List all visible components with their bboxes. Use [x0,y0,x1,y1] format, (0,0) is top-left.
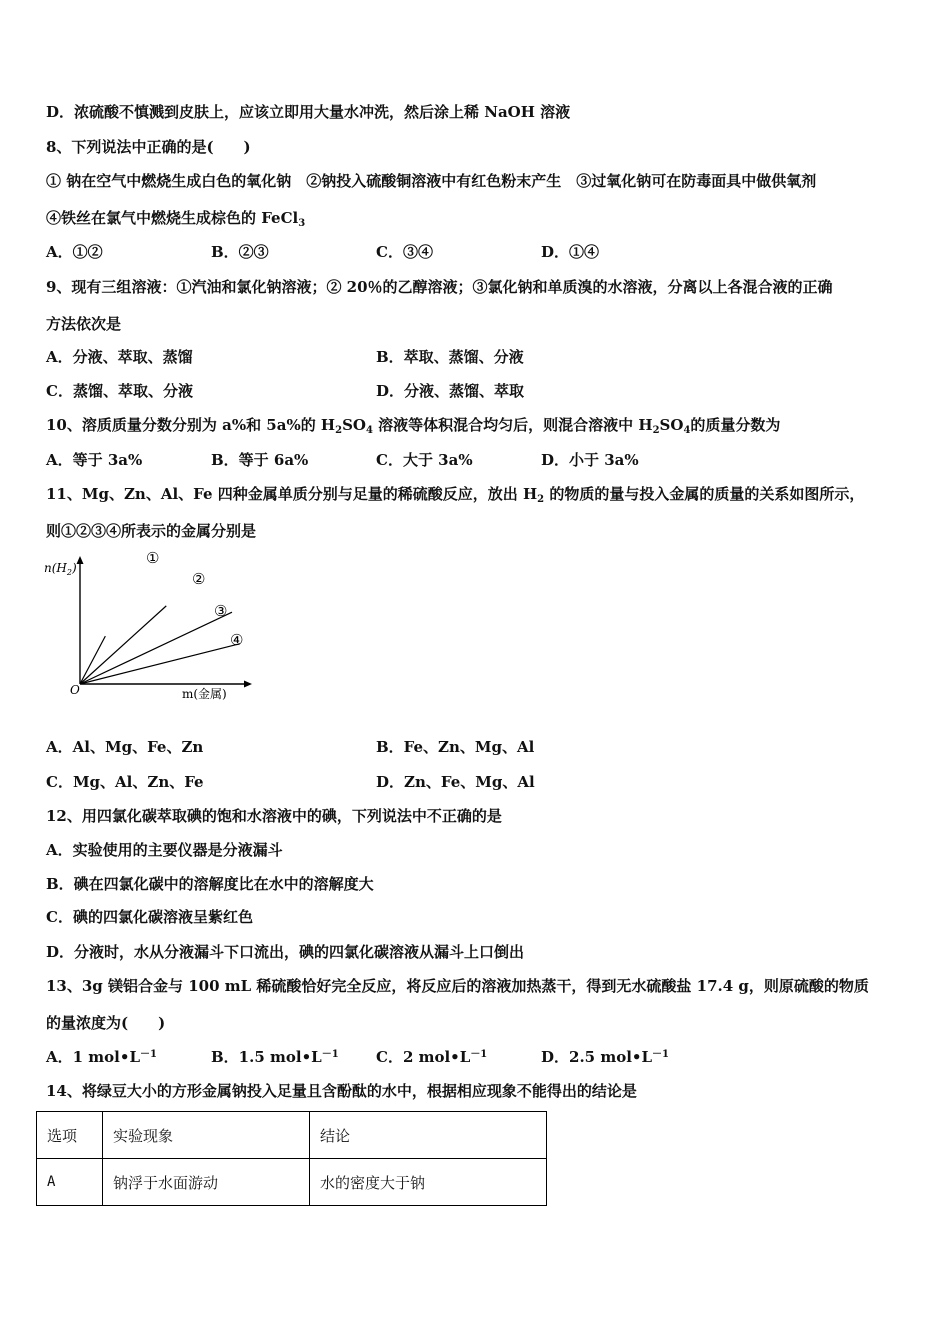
q9-option-a: A．分液、萃取、蒸馏 [46,348,193,366]
series-label-2: ② [192,570,206,588]
table-header-row [37,1112,547,1159]
table-cell: A [37,1159,103,1206]
q10-sub-4b: 4 [683,425,691,436]
series-line-2 [80,606,166,684]
x-axis-arrow [244,681,252,688]
q11-stem-1-sub: 2 [537,494,545,505]
table-cell: 水的密度大于钠 [310,1159,547,1206]
q8-statement-1: ① 钠在空气中燃烧生成白色的氧化钠 ②钠投入硫酸铜溶液中有红色粉末产生 ③过氧化钠可在防毒面具中做供氧剂 [46,172,817,190]
q9-option-d: D．分液、蒸馏、萃取 [376,382,525,400]
series-label-1: ① [146,549,160,567]
q8-statement-2-text: ④铁丝在氯气中燃烧生成棕色的 FeCl [46,209,299,227]
q11-stem-1b: 的物质的量与投入金属的质量的关系如图所示， [544,485,865,503]
q12-option-a: A．实验使用的主要仪器是分液漏斗 [46,841,283,859]
origin-label: O [70,683,80,697]
q8-option-c: C．③④ [376,243,433,261]
q9-option-b: B．萃取、蒸馏、分液 [376,348,524,366]
q10-sub-2a: 2 [335,425,343,436]
q11-option-c: C．Mg、Al、Zn、Fe [46,773,204,791]
q11-stem-1 [46,484,864,504]
q13-option-b [211,1047,339,1067]
q10-stem [46,415,780,435]
q10-stem-b: SO [342,416,366,434]
q13-option-b-text: B．1.5 mol•L [211,1048,322,1066]
q10-stem-e: 的质量分数为 [690,416,781,434]
q9-option-c: C．蒸馏、萃取、分液 [46,382,193,400]
table-header-cell: 结论 [310,1112,547,1159]
q13-option-c [376,1047,487,1067]
q13-option-d [541,1047,669,1067]
q8-option-a: A．①② [46,243,103,261]
y-axis-label: $n(H_2)$ [44,561,77,577]
q10-sub-4a: 4 [365,425,373,436]
q13-stem-2: 的量浓度为( ) [46,1014,166,1032]
q12-stem: 12、用四氯化碳萃取碘的饱和水溶液中的碘，下列说法中不正确的是 [46,807,502,825]
table-cell: 钠浮于水面游动 [103,1159,310,1206]
q8-option-b: B．②③ [211,243,269,261]
q11-option-d: D．Zn、Fe、Mg、Al [376,773,535,791]
q13-option-a-text: A．1 mol•L [46,1048,141,1066]
q11-stem-2: 则①②③④所表示的金属分别是 [46,522,257,540]
series-label-3: ③ [214,602,228,620]
q10-sub-2b: 2 [652,425,660,436]
series-label-4: ④ [230,631,244,649]
q12-option-c: C．碘的四氯化碳溶液呈紫红色 [46,908,253,926]
q8-statement-2-sub: 3 [298,218,306,229]
q13-option-d-sup: －1 [652,1049,670,1060]
q13-option-c-sup: －1 [470,1049,488,1060]
q10-option-a: A．等于 3a% [46,451,143,469]
table-header-cell: 实验现象 [103,1112,310,1159]
q11-option-b: B．Fe、Zn、Mg、Al [376,738,535,756]
series-line-1 [80,636,105,684]
q13-option-b-sup: －1 [321,1049,339,1060]
q7-option-d: D．浓硫酸不慎溅到皮肤上，应该立即用大量水冲洗，然后涂上稀 NaOH 溶液 [46,103,571,121]
q14-stem: 14、将绿豆大小的方形金属钠投入足量且含酚酞的水中，根据相应现象不能得出的结论是 [46,1082,637,1100]
q11-chart [40,548,260,708]
q8-stem [46,137,251,157]
q13-stem-1: 13、3g 镁铝合金与 100 mL 稀硫酸恰好完全反应，将反应后的溶液加热蒸干，得到无水硫酸盐 17.4 g，则原硫酸的物质 [46,977,869,995]
series-line-3 [80,612,232,684]
q13-option-a-sup: －1 [140,1049,157,1060]
q12-option-d: D．分液时，水从分液漏斗下口流出，碘的四氯化碳溶液从漏斗上口倒出 [46,943,525,961]
q12-option-b: B．碘在四氯化碳中的溶解度比在水中的溶解度大 [46,875,374,893]
q11-option-a: A．Al、Mg、Fe、Zn [46,738,204,756]
q9-stem-1: 9、现有三组溶液：①汽油和氯化钠溶液；② 20％的乙醇溶液；③氯化钠和单质溴的水溶液，分离以上各混合液的正确 [46,278,833,296]
q9-stem-2: 方法依次是 [46,315,122,333]
q10-stem-d: SO [659,416,684,434]
q10-option-b: B．等于 6a% [211,451,309,469]
q13-option-d-text: D．2.5 mol•L [541,1048,653,1066]
table-header-cell: 选项 [37,1112,103,1159]
q10-stem-c: 溶液等体积混合均匀后，则混合溶液中 H [372,416,653,434]
q10-option-d: D．小于 3a% [541,451,639,469]
q10-stem-a: 10、溶质质量分数分别为 a%和 5a%的 H [46,416,336,434]
q14-table [36,1111,547,1206]
q13-option-c-text: C．2 mol•L [376,1048,471,1066]
q13-option-a [46,1047,157,1067]
y-axis-arrow [77,556,84,564]
x-axis-label: m(金属) [182,687,227,701]
q11-stem-1a: 11、Mg、Zn、Al、Fe 四种金属单质分别与足量的稀硫酸反应，放出 H [46,485,538,503]
table-row [37,1159,547,1206]
q8-option-d: D．①④ [541,243,600,261]
q10-option-c: C．大于 3a% [376,451,473,469]
q8-statement-2 [46,208,305,228]
series-line-4 [80,644,240,684]
q8-stem-text: 8、下列说法中正确的是( ) [46,138,251,156]
